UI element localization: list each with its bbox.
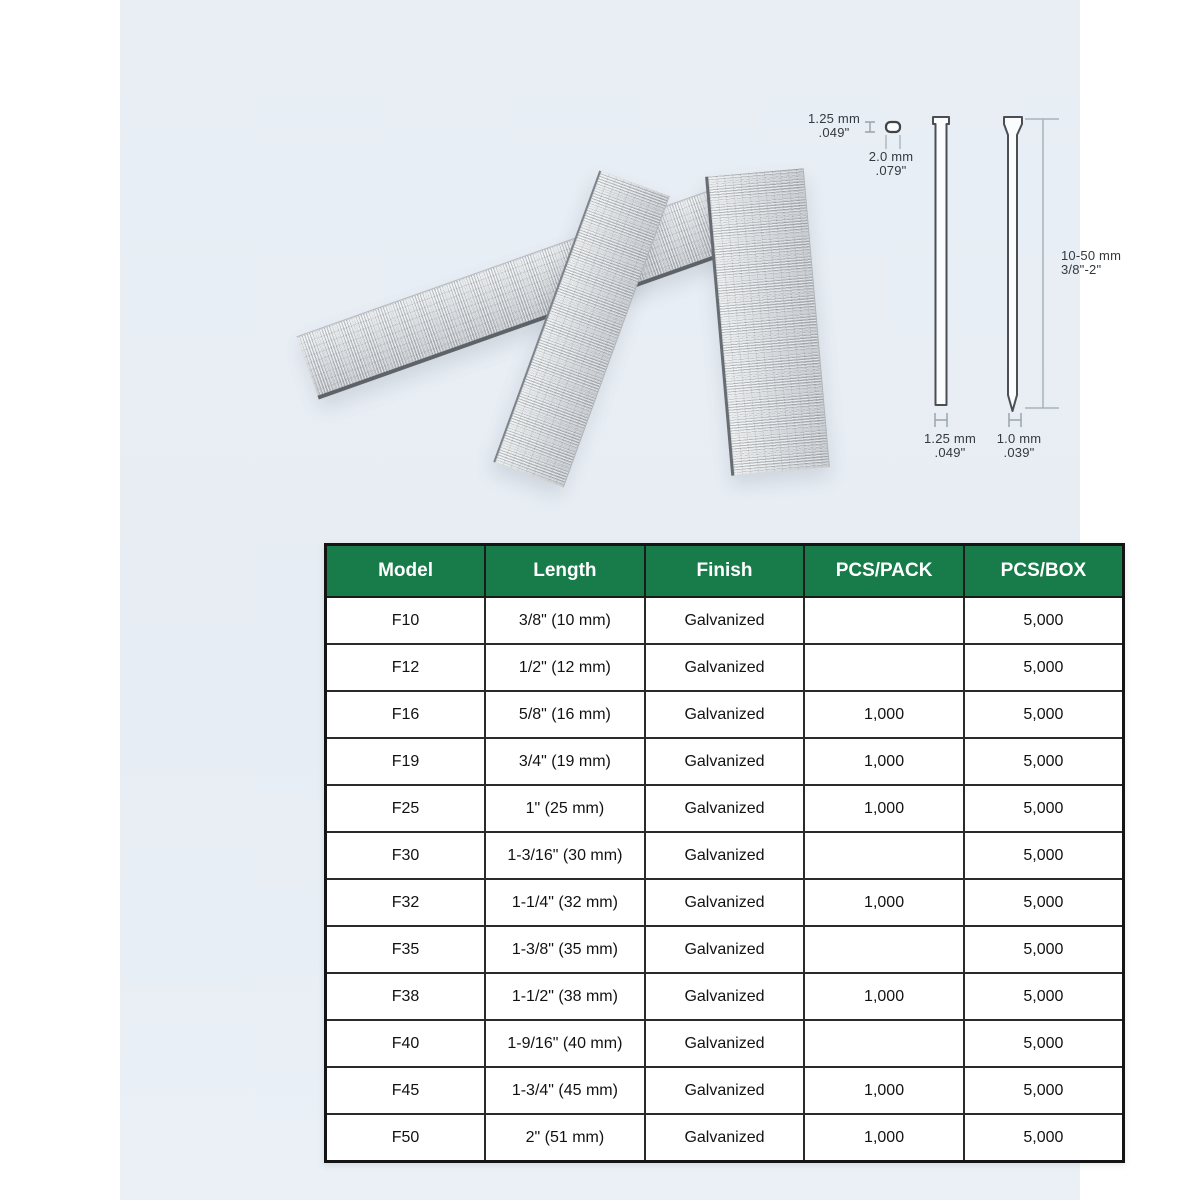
cell-pcs-pack: 1,000 xyxy=(804,691,964,738)
head-width-mm: 1.25 mm xyxy=(808,111,860,126)
cell-pcs-pack: 1,000 xyxy=(804,785,964,832)
cell-pcs-pack xyxy=(804,597,964,644)
cell-length: 3/8" (10 mm) xyxy=(485,597,645,644)
shank-left-mm: 1.25 mm xyxy=(924,431,976,446)
cell-finish: Galvanized xyxy=(645,691,805,738)
cell-model: F35 xyxy=(326,926,486,973)
cell-pcs-box: 5,000 xyxy=(964,597,1124,644)
cell-pcs-box: 5,000 xyxy=(964,832,1124,879)
col-header-pcs-pack: PCS/PACK xyxy=(804,545,964,598)
cell-length: 1-1/4" (32 mm) xyxy=(485,879,645,926)
product-sheet-panel xyxy=(120,0,1122,1200)
col-header-finish: Finish xyxy=(645,545,805,598)
cell-length: 1-3/4" (45 mm) xyxy=(485,1067,645,1114)
cell-pcs-pack: 1,000 xyxy=(804,1114,964,1162)
col-header-pcs-box: PCS/BOX xyxy=(964,545,1124,598)
cell-model: F10 xyxy=(326,597,486,644)
cell-pcs-pack: 1,000 xyxy=(804,973,964,1020)
spec-table-header-row xyxy=(326,545,1124,598)
table-row xyxy=(326,1020,1124,1067)
table-row xyxy=(326,597,1124,644)
cell-model: F40 xyxy=(326,1020,486,1067)
length-dimension-line xyxy=(1025,119,1059,408)
cell-length: 1" (25 mm) xyxy=(485,785,645,832)
cell-finish: Galvanized xyxy=(645,644,805,691)
cell-pcs-box: 5,000 xyxy=(964,1067,1124,1114)
table-row xyxy=(326,691,1124,738)
length-range-mm: 10-50 mm xyxy=(1061,248,1122,263)
cell-pcs-pack xyxy=(804,832,964,879)
col-header-model: Model xyxy=(326,545,486,598)
cell-length: 5/8" (16 mm) xyxy=(485,691,645,738)
cell-pcs-pack: 1,000 xyxy=(804,1067,964,1114)
cell-model: F16 xyxy=(326,691,486,738)
table-row xyxy=(326,973,1124,1020)
cell-model: F12 xyxy=(326,644,486,691)
table-row xyxy=(326,926,1124,973)
cell-length: 1-9/16" (40 mm) xyxy=(485,1020,645,1067)
cell-finish: Galvanized xyxy=(645,1067,805,1114)
cell-finish: Galvanized xyxy=(645,879,805,926)
cell-pcs-pack xyxy=(804,926,964,973)
head-depth-label xyxy=(831,150,951,177)
cell-pcs-box: 5,000 xyxy=(964,1114,1124,1162)
table-row xyxy=(326,832,1124,879)
length-range-label xyxy=(1061,249,1161,276)
cell-pcs-box: 5,000 xyxy=(964,785,1124,832)
cell-finish: Galvanized xyxy=(645,738,805,785)
cell-pcs-box: 5,000 xyxy=(964,691,1124,738)
head-depth-inch: .079" xyxy=(875,162,907,178)
cell-length: 1-3/16" (30 mm) xyxy=(485,832,645,879)
cell-finish: Galvanized xyxy=(645,926,805,973)
cell-model: F19 xyxy=(326,738,486,785)
table-row xyxy=(326,644,1124,691)
cell-pcs-pack: 1,000 xyxy=(804,879,964,926)
table-row xyxy=(326,1067,1124,1114)
shank-diameter-marker-left xyxy=(935,413,947,427)
cell-model: F32 xyxy=(326,879,486,926)
cell-length: 1-1/2" (38 mm) xyxy=(485,973,645,1020)
cell-finish: Galvanized xyxy=(645,1114,805,1162)
spec-table xyxy=(324,543,1125,1163)
cell-pcs-box: 5,000 xyxy=(964,926,1124,973)
cell-pcs-box: 5,000 xyxy=(964,738,1124,785)
cell-finish: Galvanized xyxy=(645,1020,805,1067)
cell-pcs-pack xyxy=(804,644,964,691)
cell-model: F45 xyxy=(326,1067,486,1114)
shank-diameter-marker-right xyxy=(1009,413,1021,427)
head-depth-mm: 2.0 mm xyxy=(868,149,914,164)
table-row xyxy=(326,879,1124,926)
shank-right-label xyxy=(959,432,1079,459)
nail-strip-photo-middle xyxy=(493,171,670,488)
cell-length: 1-3/8" (35 mm) xyxy=(485,926,645,973)
cell-pcs-box: 5,000 xyxy=(964,644,1124,691)
shank-right-inch: .039" xyxy=(1003,444,1035,460)
cell-model: F30 xyxy=(326,832,486,879)
cell-model: F38 xyxy=(326,973,486,1020)
head-width-inch: .049" xyxy=(818,124,850,140)
cell-finish: Galvanized xyxy=(645,785,805,832)
cell-pcs-pack xyxy=(804,1020,964,1067)
length-range-inch: 3/8"-2" xyxy=(1061,261,1102,277)
cell-length: 3/4" (19 mm) xyxy=(485,738,645,785)
cell-pcs-box: 5,000 xyxy=(964,1020,1124,1067)
cell-model: F25 xyxy=(326,785,486,832)
table-row xyxy=(326,785,1124,832)
cell-finish: Galvanized xyxy=(645,973,805,1020)
cell-length: 2" (51 mm) xyxy=(485,1114,645,1162)
cell-pcs-box: 5,000 xyxy=(964,973,1124,1020)
cell-finish: Galvanized xyxy=(645,597,805,644)
cell-model: F50 xyxy=(326,1114,486,1162)
cell-finish: Galvanized xyxy=(645,832,805,879)
cell-pcs-pack: 1,000 xyxy=(804,738,964,785)
head-width-label xyxy=(774,112,894,139)
table-row xyxy=(326,738,1124,785)
table-row xyxy=(326,1114,1124,1162)
cell-pcs-box: 5,000 xyxy=(964,879,1124,926)
col-header-length: Length xyxy=(485,545,645,598)
pointed-tip-nail-drawing xyxy=(1004,117,1022,411)
nail-strip-photo-left xyxy=(296,189,733,399)
cell-length: 1/2" (12 mm) xyxy=(485,644,645,691)
shank-right-mm: 1.0 mm xyxy=(996,431,1042,446)
shank-left-inch: .049" xyxy=(934,444,966,460)
